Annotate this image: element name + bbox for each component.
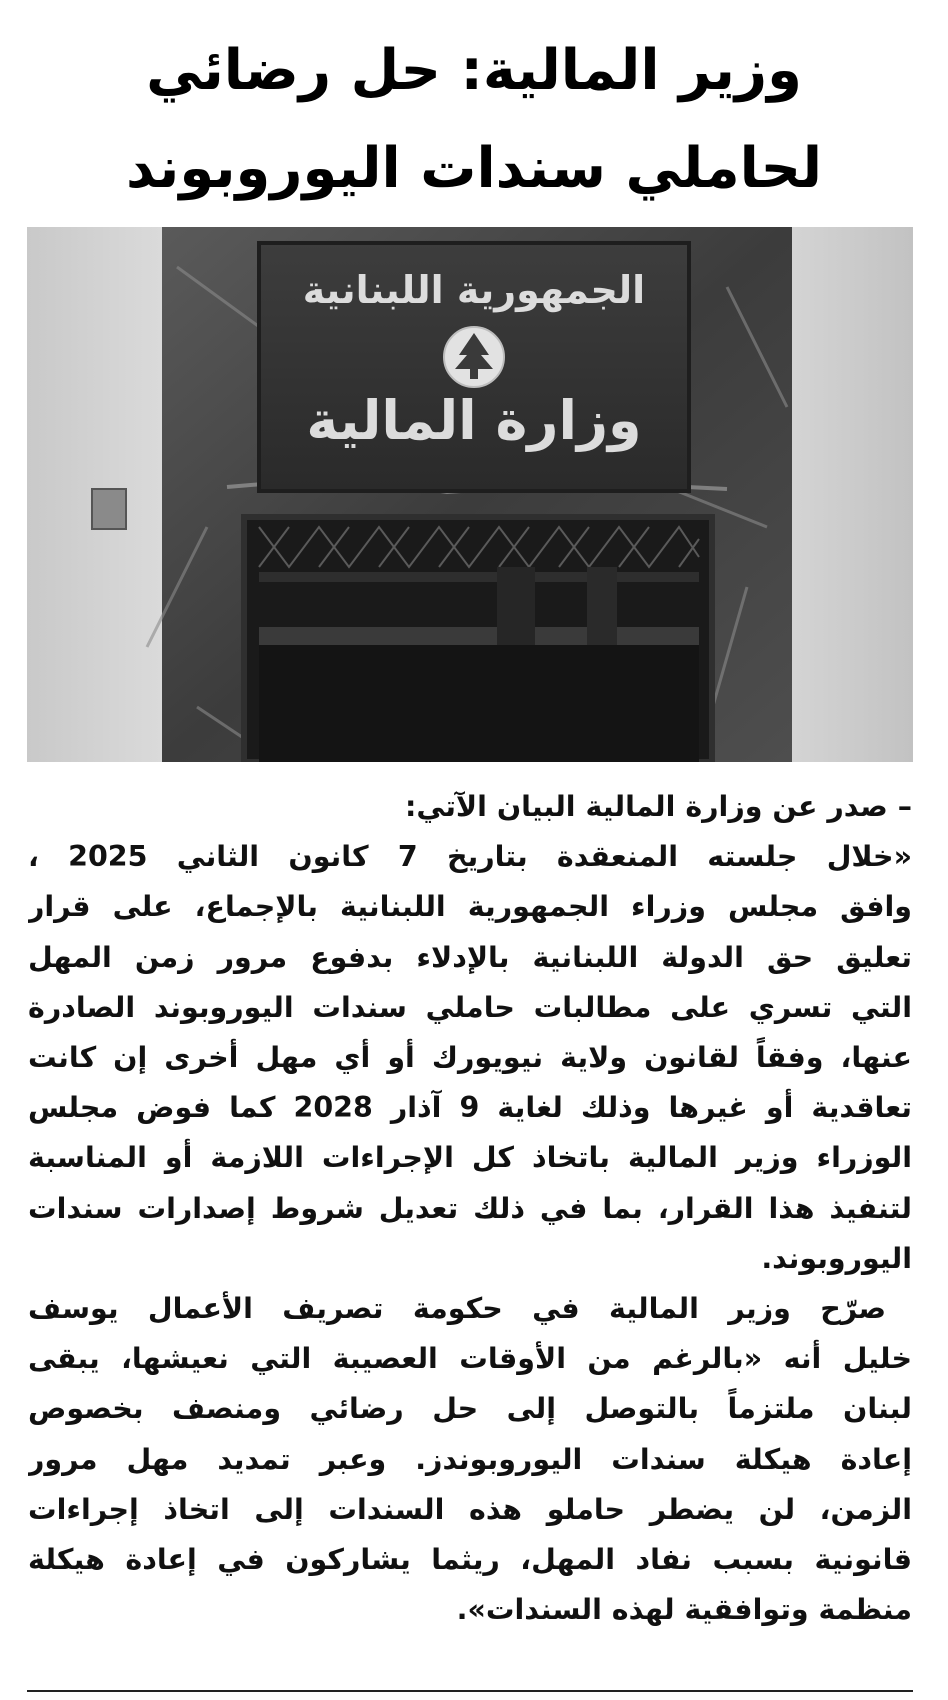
article-line: خليل أنه «بالرغم من الأوقات العصيبة التي نعيشها، يبقى [28, 1342, 912, 1376]
article-line: وافق مجلس وزراء الجمهورية اللبنانية بالإجماع، على قرار [28, 890, 912, 924]
article-line: تعاقدية أو غيرها وذلك لغاية 9 آذار 2028 كما فوض مجلس [28, 1091, 912, 1125]
article-line: لبنان ملتزماً بالتوصل إلى حل رضائي ومنصف بخصوص [28, 1392, 912, 1426]
article-line: الزمن، لن يضطر حاملو هذه السندات إلى اتخاذ إجراءات [28, 1492, 912, 1526]
cedar-emblem-icon [444, 327, 504, 387]
article-line: اليوروبوند. [761, 1241, 912, 1275]
headline [0, 22, 948, 218]
article-line: منظمة وتوافقية لهذه السندات». [456, 1593, 912, 1627]
article-line: الوزراء وزير المالية باتخاذ كل الإجراءات اللازمة أو المناسبة [28, 1141, 912, 1175]
article-line: تعليق حق الدولة اللبنانية بالإدلاء بدفوع مرور زمن المهل [28, 940, 912, 974]
ministry-entrance-photo [27, 227, 913, 762]
article-line: عنها، وفقاً لقانون ولاية نيويورك أو أي مهل أخرى إن كانت [28, 1041, 912, 1075]
article-body [28, 782, 912, 1635]
sign-text-ministry: وزارة المالية [306, 389, 642, 452]
headline-line-2: لحاملي سندات اليوروبوند [125, 136, 823, 201]
intercom-panel [92, 489, 126, 529]
bottom-divider [27, 1690, 913, 1692]
article-line: إعادة هيكلة سندات اليوروبوندز. وعبر تمديد مهل مرور [28, 1442, 912, 1476]
article-line: «خلال جلسته المنعقدة بتاريخ 7 كانون الثاني 2025 ، [28, 840, 912, 874]
sign-text-republic: الجمهورية اللبنانية [302, 268, 646, 312]
article-line: قانونية بسبب نفاد المهل، ريثما يشاركون في إعادة هيكلة [28, 1543, 912, 1577]
article-line: صرّح وزير المالية في حكومة تصريف الأعمال يوسف [28, 1292, 886, 1326]
article-line: التي تسري على مطالبات حاملي سندات اليوروبوند الصادرة [28, 990, 912, 1024]
article-line: لتنفيذ هذا القرار، بما في ذلك تعديل شروط إصدارات سندات [28, 1191, 912, 1225]
article-line: – صدر عن وزارة المالية البيان الآتي: [404, 790, 912, 823]
headline-line-1: وزير المالية: حل رضائي [146, 38, 802, 103]
